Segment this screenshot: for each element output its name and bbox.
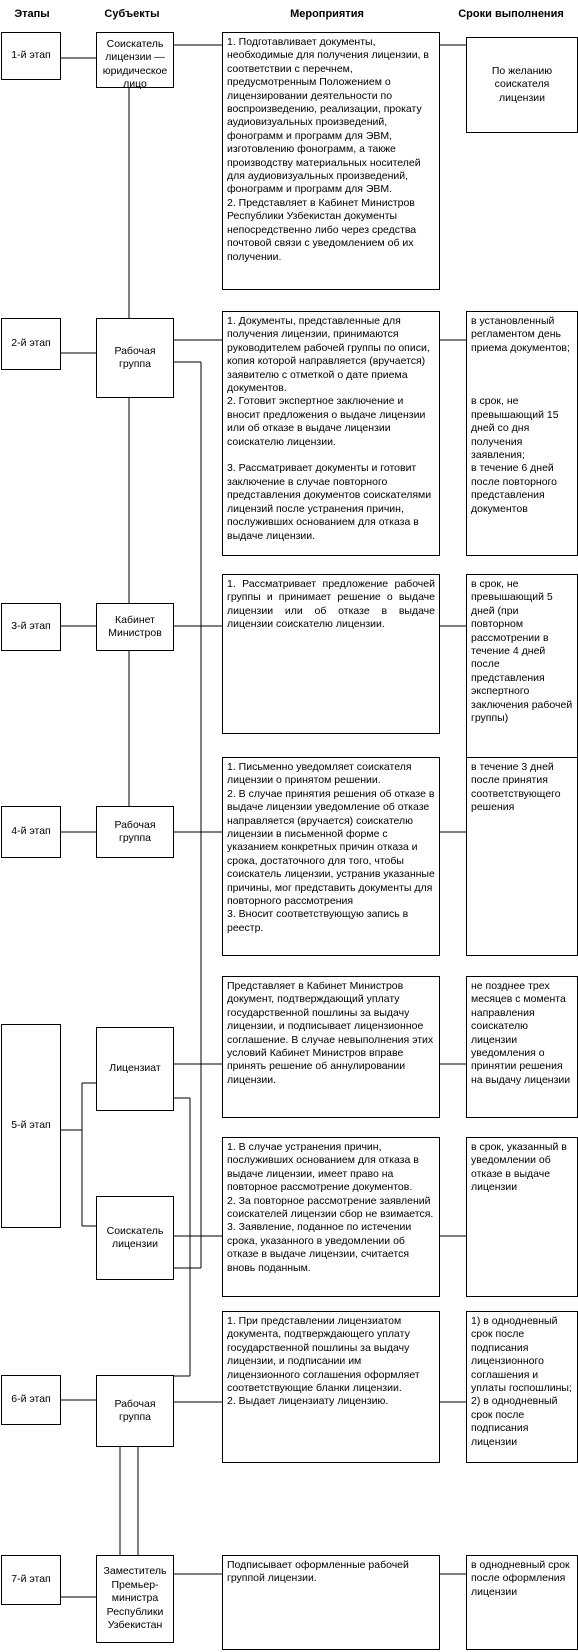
stage-label: 4-й этап <box>11 825 51 838</box>
deadline-text: По желанию соискателя лицензии <box>491 64 553 104</box>
subject-applicant-legal-entity <box>96 32 174 91</box>
deadline-stage3 <box>466 574 578 759</box>
header-activities: Мероприятия <box>290 8 364 20</box>
activity-stage7 <box>222 1555 440 1650</box>
activity-text: 1. Подготавливает документы, необходимые для получения лицензии, в соответствии с перечнем, предусмотренным Положением о лицензировании деятельности по воспроизведению, реализации, прокату аудиовизуальных произведений, фонограмм и программ для ЭВМ, изготовлению фонограмм, а также производству материальных носителей для аудиовизуальных произведений, фонограмм и программ для ЭВМ. 2. Представляет в Кабинет Министров Республики Узбекистан документы непосредственно либо через средства почтовой связи с уведомлением об их получении. <box>227 36 429 263</box>
activity-stage5-applicant <box>222 1137 440 1297</box>
stage-label: 1-й этап <box>11 49 51 62</box>
activity-text: 1. Документы, представленные для получения лицензии, принимаются руководителем рабочей группы по описи, копия которой направляется (вручается) заявителю с отметкой о дате приема документов. 2. Готовит экспертное заключение и вносит предложения о выдаче лицензии или об отказе в выдаче лицензии соискателю лицензии. 3. Рассматривает документы и готовит заключение в случае повторного представления документов соискателями лицензий после устранения причин, послуживших основанием для отказа в выдаче лицензии. <box>227 315 432 542</box>
activity-stage3 <box>222 574 440 734</box>
stage-box-6 <box>1 1375 61 1425</box>
subject-licensee <box>96 1027 174 1111</box>
deadline-stage1 <box>466 37 578 133</box>
subject-label: Рабочая группа <box>114 1397 156 1423</box>
activity-stage1 <box>222 32 440 290</box>
stage-label: 5-й этап <box>11 1119 51 1132</box>
stage-box-1 <box>1 32 61 80</box>
subject-cabinet-of-ministers <box>96 603 174 651</box>
subject-deputy-prime-minister <box>96 1555 174 1643</box>
stage-label: 3-й этап <box>11 620 51 633</box>
activity-stage4 <box>222 757 440 956</box>
activity-text: 1. В случае устранения причин, послуживших основанием для отказа в выдаче лицензии, имеет право на повторное рассмотрение документов. 2. За повторное рассмотрение заявлений соискателей лицензии сбор не взимается. 3. Заявление, поданное по истечении срока, указанного в уведомлении об отказе в выдаче лицензии, считается вновь поданным. <box>227 1141 434 1274</box>
deadline-text: в срок, не превышающий 5 дней (при повторном рассмотрении в течение 4 дней после представления экспертного заключения рабочей группы) <box>471 578 573 725</box>
stage-box-7 <box>1 1555 61 1605</box>
deadline-stage5-applicant <box>466 1137 578 1297</box>
deadline-text: в течение 3 дней после принятия соответствующего решения <box>471 761 561 814</box>
deadline-stage5-licensee <box>466 976 578 1118</box>
activity-stage6 <box>222 1311 440 1463</box>
subject-label: Рабочая группа <box>114 818 156 844</box>
subject-label: Лицензиат <box>109 1062 161 1075</box>
activity-text: 1. Письменно уведомляет соискателя лицензии о принятом решении. 2. В случае принятия решения об отказе в выдаче лицензии уведомление об отказе направляется (вручается) соискателю лицензии в письменной форме с указанием конкретных причин отказа и срока, достаточного для того, чтобы соискатель лицензии, устранив указанные причины, мог представить документы для повторного рассмотрения 3. Вносит соответствующую запись в реестр. <box>227 761 435 934</box>
deadline-stage7 <box>466 1555 578 1650</box>
subject-working-group-stage4 <box>96 806 174 858</box>
subject-label: Соискатель лицензии <box>106 1224 164 1250</box>
subject-applicant-stage5 <box>96 1196 174 1280</box>
header-deadlines: Сроки выполнения <box>458 8 564 20</box>
header-stages: Этапы <box>14 8 50 20</box>
subject-working-group-stage6 <box>96 1375 174 1447</box>
activity-text: 1. Рассматривает предложение рабочей группы и принимает решение о выдаче лицензии или об отказе в выдаче лицензии соискателю лицензии. <box>227 578 435 631</box>
activity-text: 1. При представлении лицензиатом документа, подтверждающего уплату государственной пошлины за выдачу лицензии, и подписании им лицензионного соглашения оформляет соответствующие бланки лицензии. 2. Выдает лицензиату лицензию. <box>227 1315 420 1408</box>
stage-label: 6-й этап <box>11 1393 51 1406</box>
deadline-stage6 <box>466 1311 578 1463</box>
activity-text: Представляет в Кабинет Министров документ, подтверждающий уплату государственной пошлины за выдачу лицензии, и подписывает лицензионное соглашение. В случае невыполнения этих условий Кабинет Министров вправе принять решение об аннулировании лицензии. <box>227 980 434 1086</box>
header-subjects: Субъекты <box>104 8 160 20</box>
deadline-text: в срок, указанный в уведомлении об отказе в выдаче лицензии <box>471 1141 567 1194</box>
stage-box-3 <box>1 603 61 651</box>
subject-label: Рабочая группа <box>114 344 156 370</box>
stage-box-5 <box>1 1024 61 1228</box>
subject-label: Соискатель лицензии — юридическое лицо <box>102 38 168 91</box>
deadline-text: 1) в однодневный срок после подписания лицензионного соглашения и уплаты госпошлины; 2) в однодневный срок после подписания лицензии <box>471 1315 572 1448</box>
deadline-stage4 <box>466 757 578 956</box>
subject-working-group-stage2 <box>96 318 174 398</box>
stage-box-4 <box>1 806 61 858</box>
activity-stage2 <box>222 311 440 556</box>
deadline-text: в однодневный срок после оформления лицензии <box>471 1559 570 1598</box>
deadline-text: не позднее трех месяцев с момента направления соискателю лицензии уведомления о принятии решения на выдачу лицензии <box>471 980 571 1086</box>
deadline-text: в установленный регламентом день приема документов; в срок, не превышающий 15 дней со дня получения заявления; в течение 6 дней после повторного представления документов <box>471 315 570 515</box>
stage-box-2 <box>1 318 61 370</box>
subject-label: Заместитель Премьер-министра Республики Узбекистан <box>103 1565 167 1632</box>
stage-label: 7-й этап <box>11 1573 51 1586</box>
subject-label: Кабинет Министров <box>108 613 162 639</box>
activity-stage5-licensee <box>222 976 440 1118</box>
deadline-stage2 <box>466 311 578 556</box>
activity-text: Подписывает оформленные рабочей группой лицензии. <box>227 1559 409 1585</box>
stage-label: 2-й этап <box>11 337 51 350</box>
